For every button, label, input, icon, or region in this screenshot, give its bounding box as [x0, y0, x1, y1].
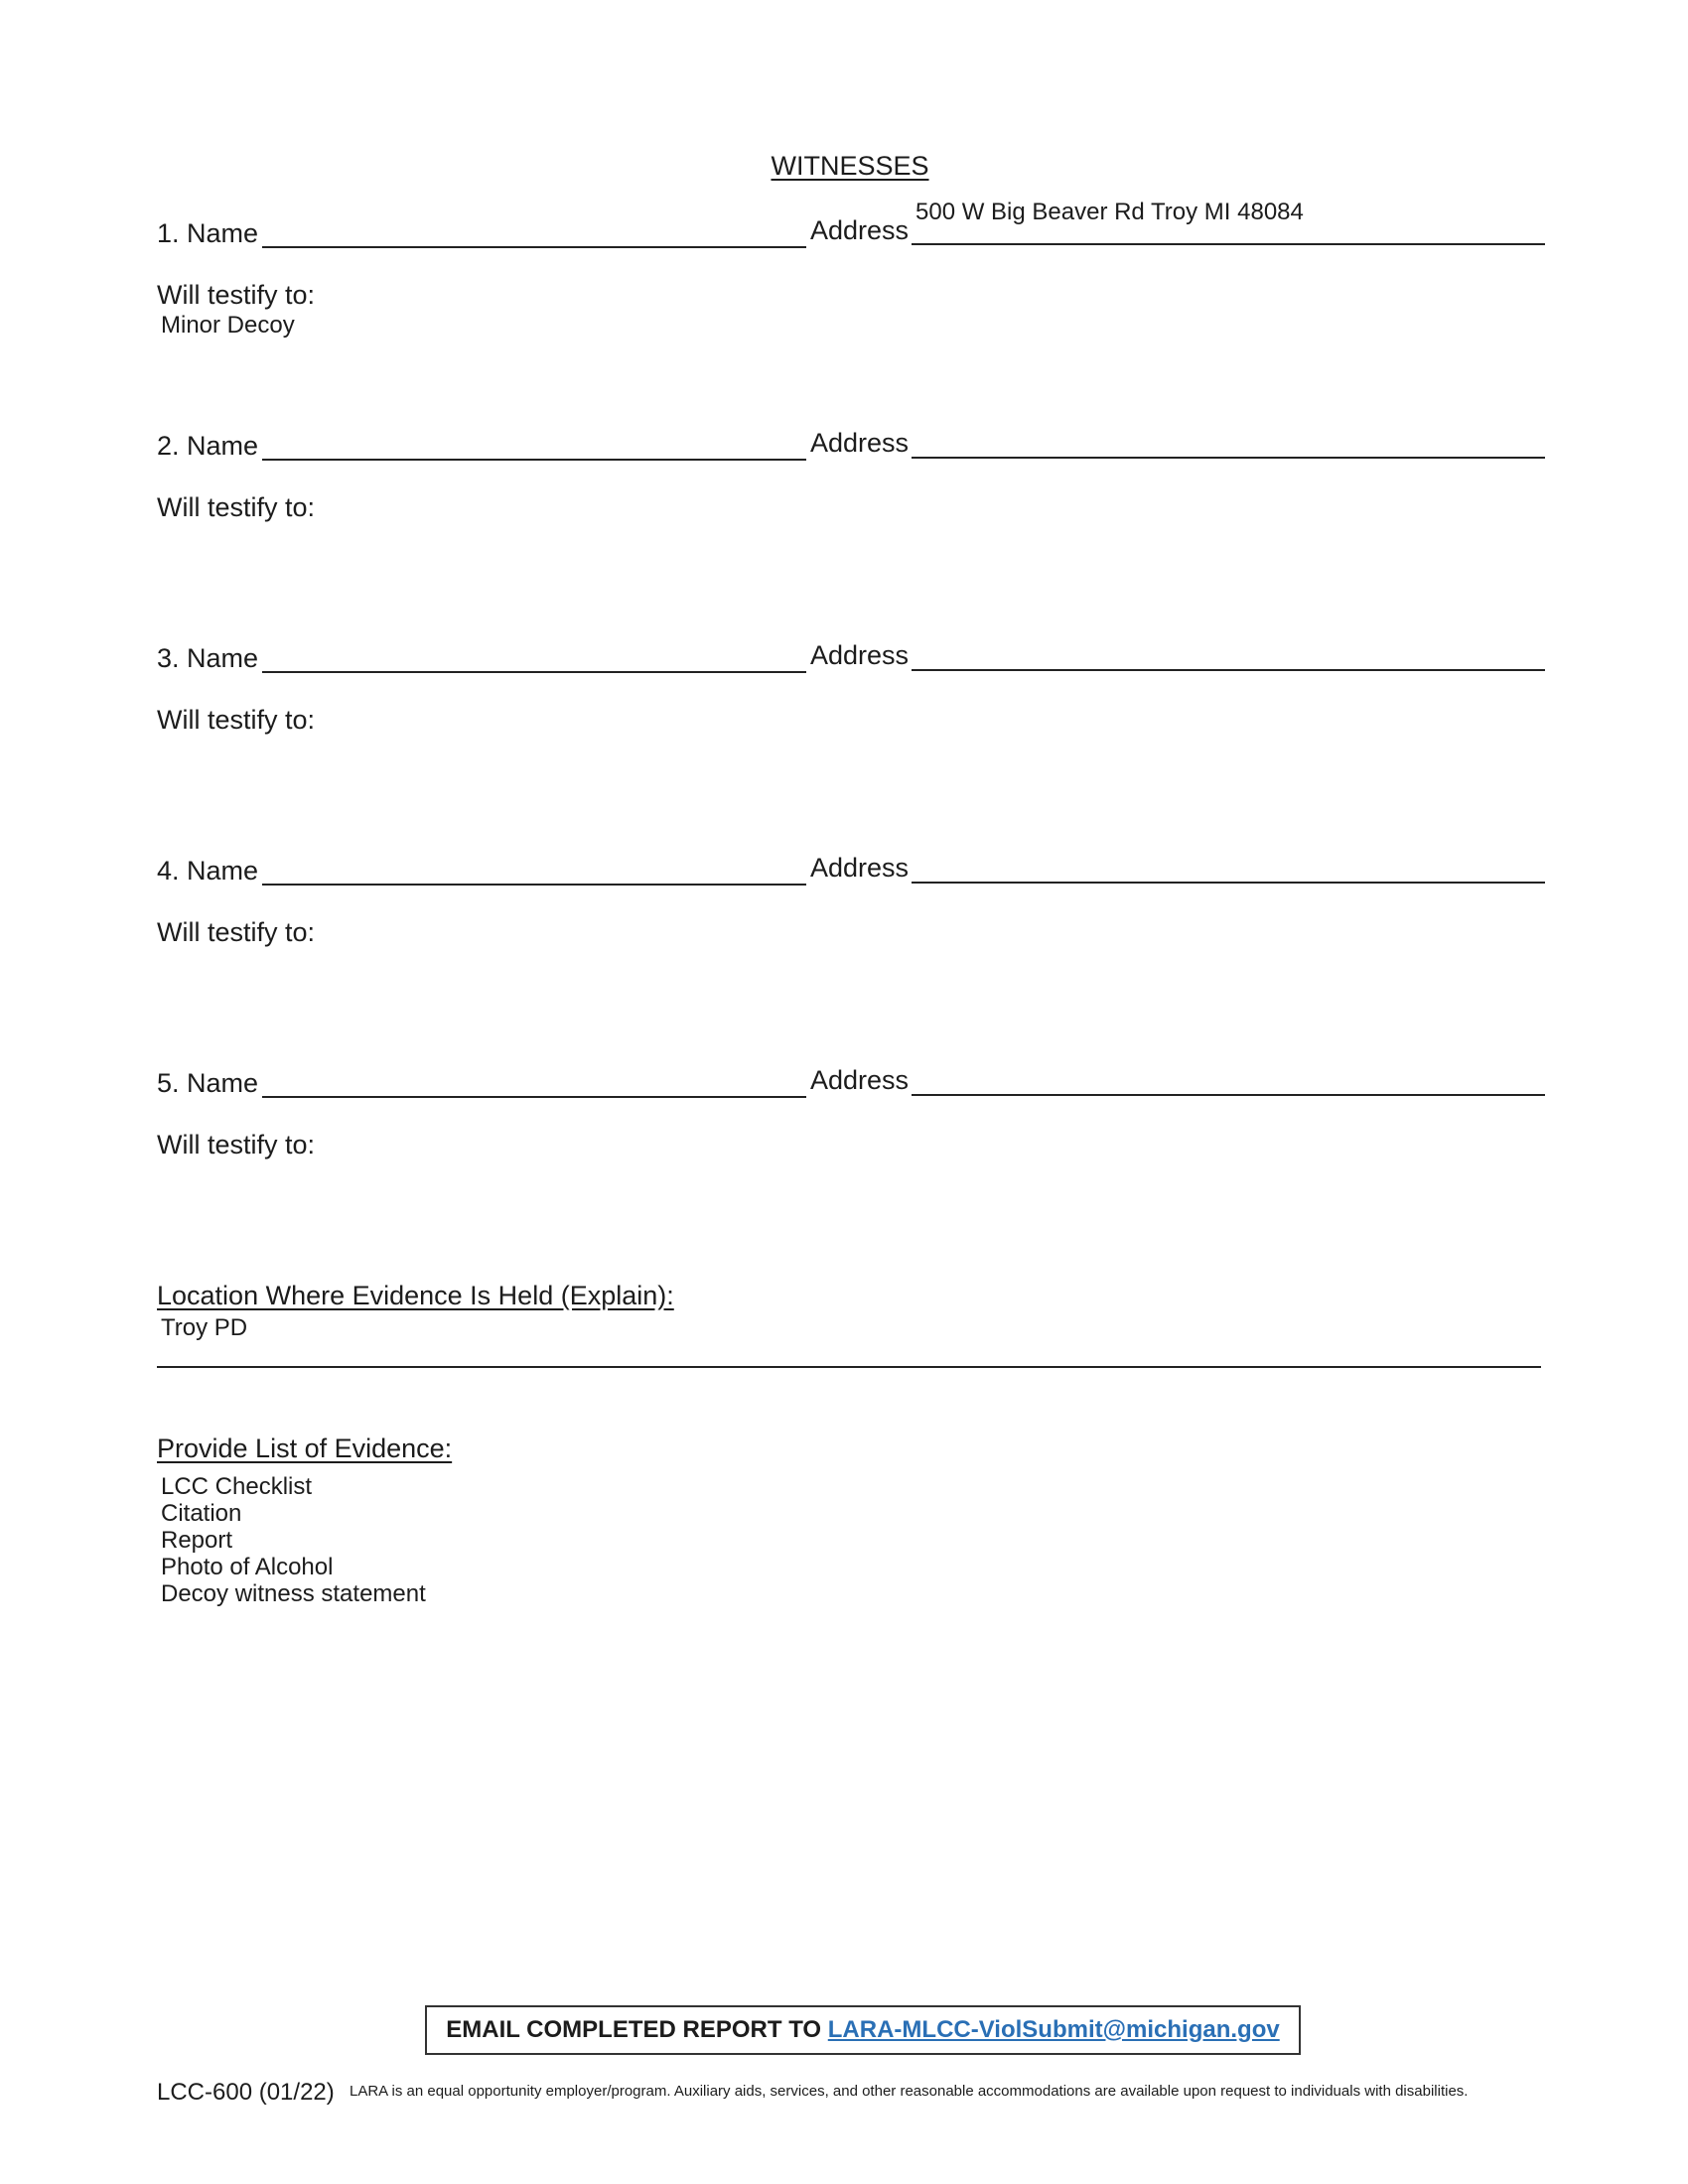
evidence-list-item: Decoy witness statement: [161, 1580, 426, 1607]
witness-1-testimony-value: Minor Decoy: [161, 312, 295, 339]
witness-2-name-field[interactable]: [262, 459, 806, 461]
page-title: WITNESSES: [771, 151, 929, 181]
witness-1-name-label: 1. Name: [157, 218, 259, 248]
evidence-location-heading: Location Where Evidence Is Held (Explain):: [157, 1281, 674, 1310]
witness-4-address-label: Address: [810, 853, 910, 883]
witness-5-address-label: Address: [810, 1065, 910, 1095]
witness-3-address-label: Address: [810, 640, 910, 670]
witness-3-address-field[interactable]: [912, 669, 1545, 671]
evidence-list-item: LCC Checklist: [161, 1473, 313, 1500]
witness-5-testify-label: Will testify to:: [157, 1130, 316, 1160]
evidence-list-heading: Provide List of Evidence:: [157, 1433, 453, 1463]
witness-2-address-label: Address: [810, 428, 910, 458]
form-number: LCC-600 (01/22): [157, 2079, 335, 2106]
witness-4-name-label: 4. Name: [157, 856, 259, 886]
witness-4-testify-label: Will testify to:: [157, 917, 316, 947]
evidence-location-value: Troy PD: [161, 1314, 248, 1341]
witness-1-address-label: Address: [810, 215, 910, 245]
witness-4-address-field[interactable]: [912, 882, 1545, 884]
email-prompt: EMAIL COMPLETED REPORT TO: [446, 2016, 822, 2043]
evidence-list-item: Report: [161, 1527, 233, 1554]
witness-3-name-field[interactable]: [262, 671, 806, 673]
evidence-list: [161, 1473, 426, 1607]
accessibility-notice: LARA is an equal opportunity employer/program. Auxiliary aids, services, and other reasonable accommodations are available upon request to individuals with disabilities.: [350, 2083, 1469, 2100]
witness-2-address-field[interactable]: [912, 457, 1545, 459]
witness-1-address-field[interactable]: [912, 243, 1545, 245]
witness-2-name-label: 2. Name: [157, 431, 259, 461]
evidence-list-item: Citation: [161, 1500, 242, 1527]
evidence-list-item: Photo of Alcohol: [161, 1554, 334, 1580]
witness-3-testify-label: Will testify to:: [157, 705, 316, 735]
witness-5-address-field[interactable]: [912, 1094, 1545, 1096]
evidence-location-field[interactable]: [157, 1366, 1541, 1368]
witness-2-testify-label: Will testify to:: [157, 492, 316, 522]
email-link[interactable]: LARA-MLCC-ViolSubmit@michigan.gov: [827, 2016, 1280, 2043]
witness-1-address-value: 500 W Big Beaver Rd Troy MI 48084: [915, 199, 1304, 225]
witness-4-name-field[interactable]: [262, 884, 806, 886]
witness-5-name-label: 5. Name: [157, 1068, 259, 1098]
witness-5-name-field[interactable]: [262, 1096, 806, 1098]
witness-1-name-field[interactable]: [262, 246, 806, 248]
witness-3-name-label: 3. Name: [157, 643, 259, 673]
witness-1-testify-label: Will testify to:: [157, 280, 316, 310]
email-instruction-box: [425, 2005, 1301, 2055]
